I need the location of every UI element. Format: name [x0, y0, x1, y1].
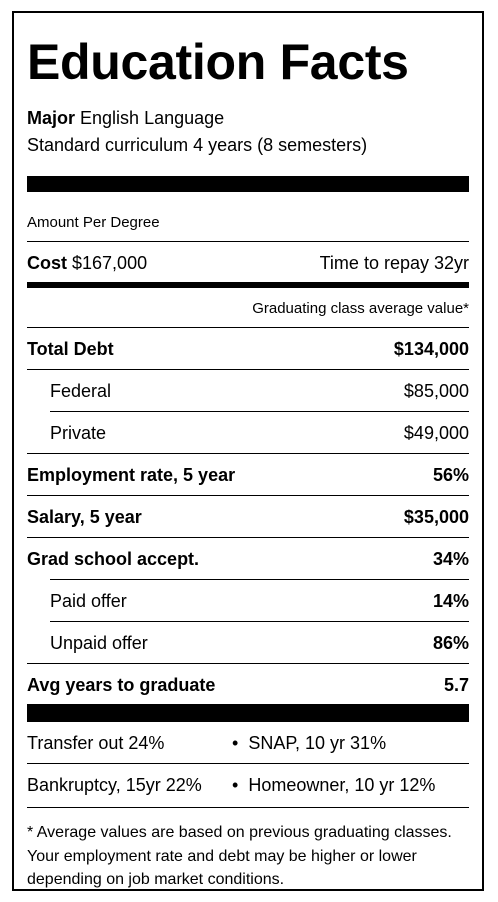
- grad-school-label: Grad school accept.: [27, 549, 200, 569]
- curriculum-line: Standard curriculum 4 years (8 semesters): [27, 135, 368, 155]
- divider: [50, 579, 469, 580]
- cost-value: $167,000: [72, 253, 148, 273]
- divider: [27, 453, 469, 454]
- federal-label: Federal: [50, 381, 112, 401]
- divider: [27, 241, 469, 242]
- major-line: [27, 107, 224, 129]
- divider: [27, 537, 469, 538]
- major-value: English Language: [80, 108, 225, 128]
- bullet-separator: [232, 774, 435, 796]
- bullet-icon: •: [232, 733, 239, 753]
- cost-label: Cost: [27, 253, 67, 273]
- paid-offer-label: Paid offer: [50, 591, 127, 611]
- divider: [50, 621, 469, 622]
- divider: [27, 807, 469, 808]
- label-content: [27, 13, 469, 889]
- grad-school-value: 34%: [432, 549, 469, 569]
- divider: [27, 663, 469, 664]
- major-label: Major: [27, 108, 76, 128]
- footnote: * Average values are based on previous graduating classes. Your employment rate and debt may be higher or lower depending on job market conditions.: [27, 824, 452, 888]
- education-facts-label: [12, 11, 484, 891]
- cost-line: [27, 252, 147, 274]
- private-label: Private: [50, 423, 107, 443]
- divider: [27, 495, 469, 496]
- divider: [27, 763, 469, 764]
- medium-divider: [27, 282, 469, 288]
- total-debt-value: $134,000: [393, 339, 469, 359]
- snap-rate: SNAP, 10 yr 31%: [248, 733, 387, 753]
- bullet-icon: •: [232, 775, 239, 795]
- salary-value: $35,000: [403, 507, 469, 527]
- avg-years-value: 5.7: [443, 675, 469, 695]
- average-value-header: Graduating class average value*: [252, 300, 469, 317]
- bullet-separator: [232, 732, 386, 754]
- thick-divider: [27, 704, 469, 722]
- private-value: $49,000: [403, 423, 469, 443]
- avg-years-label: Avg years to graduate: [27, 675, 216, 695]
- total-debt-label: Total Debt: [27, 339, 114, 359]
- label-title: Education Facts: [27, 34, 409, 90]
- divider: [50, 411, 469, 412]
- paid-offer-value: 14%: [432, 591, 469, 611]
- employment-rate-label: Employment rate, 5 year: [27, 465, 236, 485]
- repay-time: Time to repay 32yr: [319, 253, 469, 273]
- employment-rate-value: 56%: [432, 465, 469, 485]
- thick-divider: [27, 176, 469, 192]
- divider: [27, 369, 469, 370]
- unpaid-offer-label: Unpaid offer: [50, 633, 148, 653]
- amount-per-degree-header: Amount Per Degree: [27, 214, 160, 231]
- bankruptcy-rate: Bankruptcy, 15yr 22%: [27, 775, 202, 795]
- salary-label: Salary, 5 year: [27, 507, 142, 527]
- homeowner-rate: Homeowner, 10 yr 12%: [248, 775, 436, 795]
- divider: [27, 327, 469, 328]
- transfer-out: Transfer out 24%: [27, 733, 165, 753]
- federal-value: $85,000: [403, 381, 469, 401]
- unpaid-offer-value: 86%: [432, 633, 469, 653]
